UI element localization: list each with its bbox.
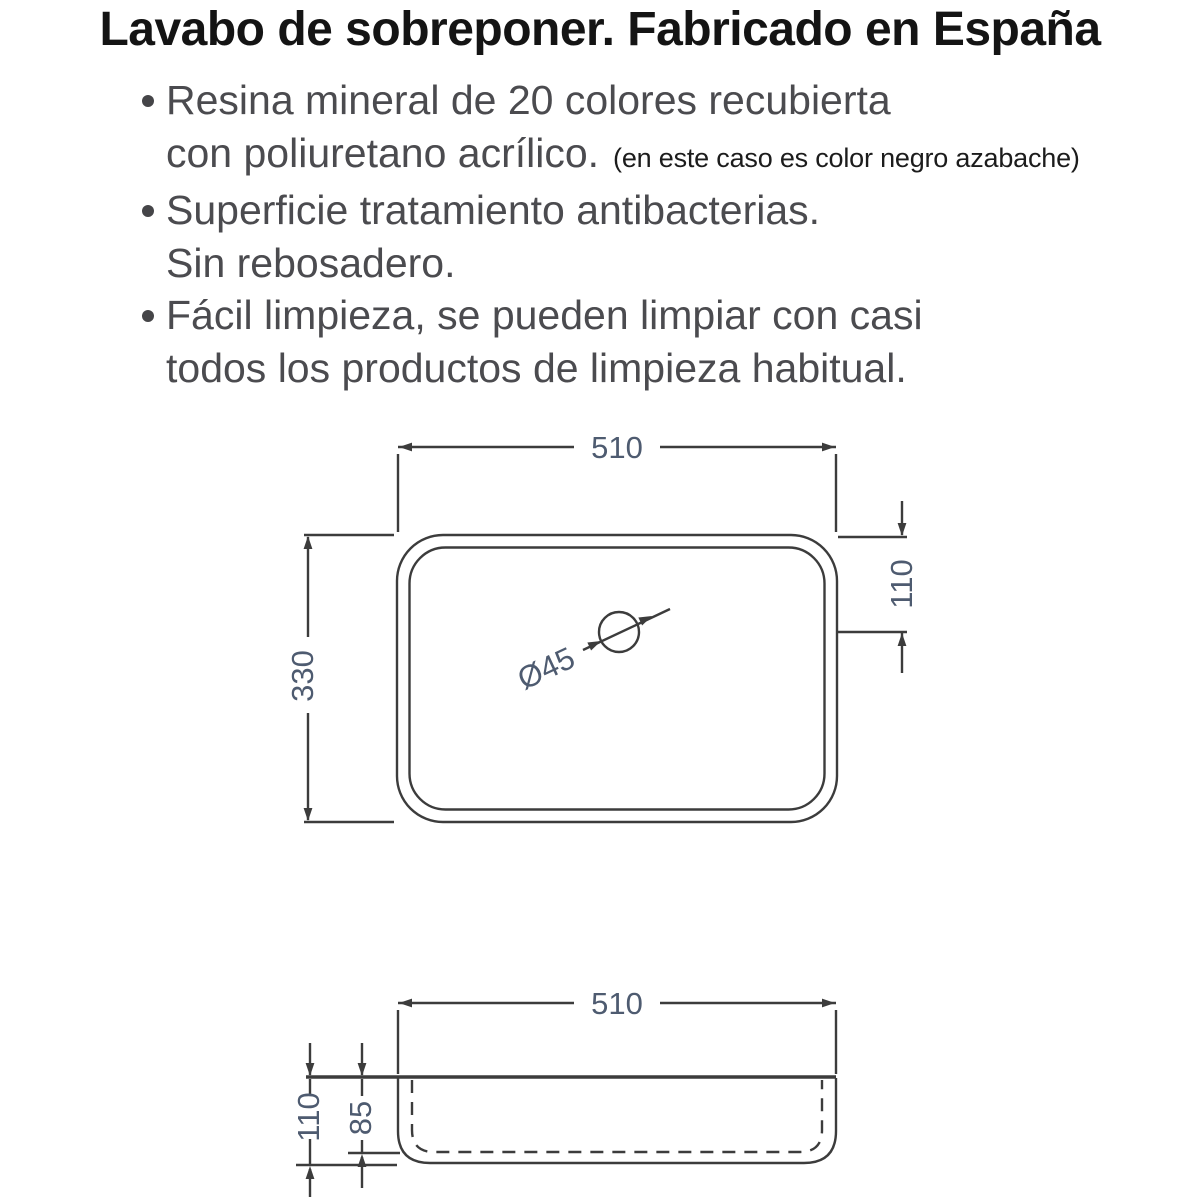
- bullet-dot-icon: [142, 95, 154, 107]
- arrowhead-icon: [306, 1063, 315, 1076]
- basin-outer-outline: [397, 535, 837, 822]
- arrowhead-icon: [898, 633, 907, 646]
- feature-text: Sin rebosadero.: [166, 239, 456, 286]
- drain-offset-dimension-label: 110: [883, 559, 919, 609]
- basin-side-outline: [398, 1078, 836, 1163]
- bullet-dot-icon: [142, 205, 154, 217]
- basin-inner-outline: [410, 548, 825, 810]
- list-item: [128, 289, 1128, 342]
- arrowhead-icon: [304, 536, 313, 549]
- technical-drawing: [0, 430, 1200, 1200]
- bullet-dot-icon: [142, 310, 154, 322]
- drain-diameter-label: Ø45: [512, 640, 581, 697]
- list-item: [128, 184, 1128, 237]
- inner-depth-dimension-label: 85: [342, 1100, 378, 1136]
- basin-interior-hidden-line: [412, 1080, 822, 1152]
- feature-text: Fácil limpieza, se pueden limpiar con casi: [166, 292, 923, 338]
- arrowhead-icon: [822, 443, 835, 452]
- feature-text: todos los productos de limpieza habitual.: [166, 344, 907, 391]
- width-dimension-label: 510: [591, 430, 643, 465]
- color-note: (en este caso es color negro azabache): [613, 142, 1080, 173]
- arrowhead-icon: [399, 999, 412, 1008]
- side-view-drawing: [291, 986, 836, 1197]
- arrowhead-icon: [304, 808, 313, 821]
- list-item-continuation: [128, 127, 1128, 185]
- arrowhead-icon: [822, 999, 835, 1008]
- arrowhead-icon: [399, 443, 412, 452]
- arrowhead-icon: [358, 1063, 367, 1076]
- plan-view-drawing: [285, 430, 919, 822]
- depth-dimension-label: 330: [284, 650, 320, 702]
- list-item: [128, 74, 1128, 127]
- feature-list: [128, 74, 1128, 394]
- feature-text: con poliuretano acrílico.: [166, 129, 600, 176]
- list-item-continuation: [128, 237, 1128, 290]
- feature-text: Resina mineral de 20 colores recubierta: [166, 77, 891, 123]
- width-dimension-label: 510: [591, 985, 643, 1021]
- arrowhead-icon: [898, 523, 907, 536]
- feature-text: Superficie tratamiento antibacterias.: [166, 187, 821, 233]
- list-item-continuation: [128, 342, 1128, 395]
- height-dimension-label: 110: [290, 1092, 326, 1142]
- page-title: Lavabo de sobreponer. Fabricado en España: [99, 3, 1101, 56]
